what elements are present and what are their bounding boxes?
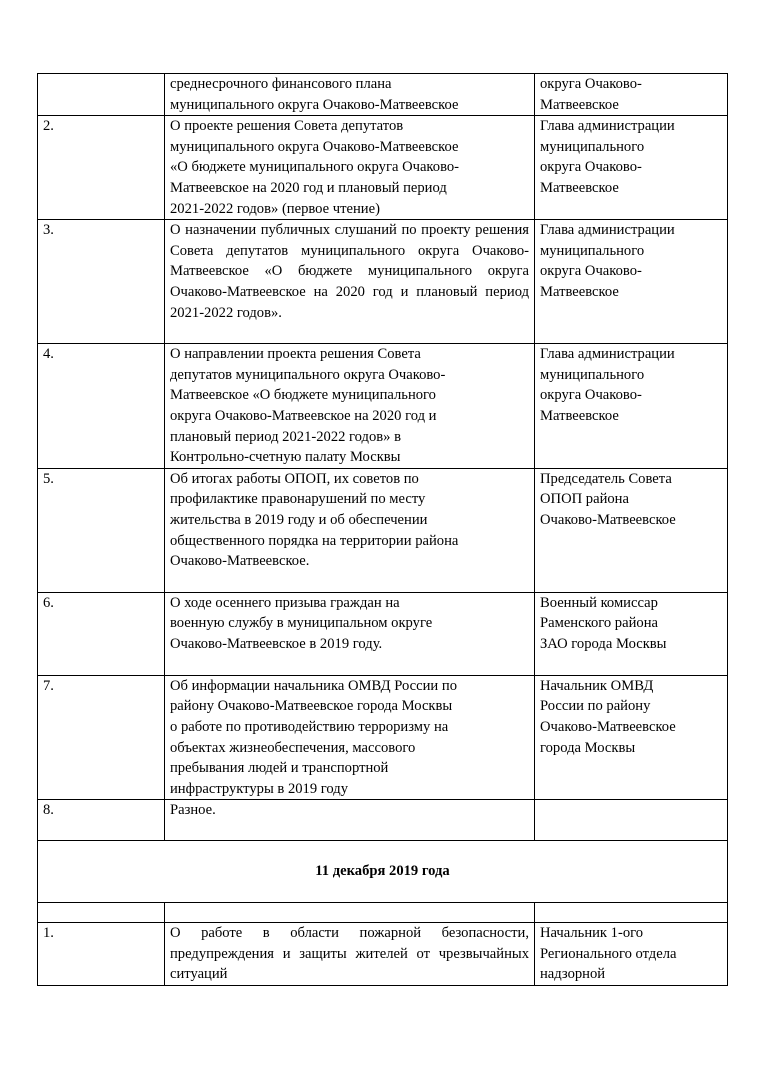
- item-responsible: Глава администрации муниципального округа Очаково- Матвеевское: [535, 116, 728, 220]
- item-topic: Об информации начальника ОМВД России по району Очаково-Матвеевское города Москвы о работе по противодействию терроризму на объектах жизнеобеспечения, массового пребывания людей и транспортной инфраструктуры в 2019 году: [165, 675, 535, 800]
- item-number: 6.: [38, 592, 165, 675]
- date-heading: 11 декабря 2019 года: [38, 841, 728, 903]
- date-heading-row: [38, 841, 728, 903]
- item-responsible: Начальник ОМВД России по району Очаково-Матвеевское города Москвы: [535, 675, 728, 800]
- item-topic: О работе в области пожарной безопасности, предупреждения и защиты жителей от чрезвычайных ситуаций: [165, 923, 535, 986]
- item-number: 8.: [38, 800, 165, 841]
- empty-cell: [535, 903, 728, 923]
- item-topic: О назначении публичных слушаний по проекту решения Совета депутатов муниципального округа Очаково-Матвеевское «О бюджете муниципального округа Очаково-Матвеевское на 2020 год и плановый период 2021-2022 годов».: [165, 220, 535, 344]
- item-number: 3.: [38, 220, 165, 344]
- item-responsible: Военный комиссар Раменского района ЗАО города Москвы: [535, 592, 728, 675]
- table-row: [38, 923, 728, 986]
- item-topic: Разное.: [165, 800, 535, 841]
- spacer-row: [38, 903, 728, 923]
- table-row: [38, 220, 728, 344]
- table-row: [38, 675, 728, 800]
- item-topic: среднесрочного финансового плана муниципального округа Очаково-Матвеевское: [165, 74, 535, 116]
- item-topic: О проекте решения Совета депутатов муниципального округа Очаково-Матвеевское «О бюджете муниципального округа Очаково- Матвеевское на 2020 год и плановый период 2021-2022 годов» (первое чтение): [165, 116, 535, 220]
- table-row: [38, 74, 728, 116]
- table-row: [38, 344, 728, 469]
- item-number: 7.: [38, 675, 165, 800]
- table-row: [38, 592, 728, 675]
- empty-cell: [165, 903, 535, 923]
- table-row: [38, 116, 728, 220]
- item-number: 2.: [38, 116, 165, 220]
- table-row: [38, 800, 728, 841]
- item-number: 5.: [38, 468, 165, 592]
- empty-cell: [38, 903, 165, 923]
- item-responsible: Председатель Совета ОПОП района Очаково-Матвеевское: [535, 468, 728, 592]
- item-topic: Об итогах работы ОПОП, их советов по профилактике правонарушений по месту жительства в 2019 году и об обеспечении общественного порядка на территории района Очаково-Матвеевское.: [165, 468, 535, 592]
- item-number: 4.: [38, 344, 165, 469]
- item-number: [38, 74, 165, 116]
- item-responsible: [535, 800, 728, 841]
- item-responsible: Глава администрации муниципального округа Очаково- Матвеевское: [535, 220, 728, 344]
- item-responsible: Глава администрации муниципального округа Очаково- Матвеевское: [535, 344, 728, 469]
- item-responsible: округа Очаково- Матвеевское: [535, 74, 728, 116]
- table-row: [38, 468, 728, 592]
- item-topic: О ходе осеннего призыва граждан на военную службу в муниципальном округе Очаково-Матвеевское в 2019 году.: [165, 592, 535, 675]
- item-topic: О направлении проекта решения Совета депутатов муниципального округа Очаково- Матвеевское «О бюджете муниципального округа Очаково-Матвеевское на 2020 год и плановый период 2021-2022 годов» в Контрольно-счетную палату Москвы: [165, 344, 535, 469]
- agenda-table: [37, 73, 728, 986]
- item-responsible: Начальник 1-ого Регионального отдела надзорной: [535, 923, 728, 986]
- item-number: 1.: [38, 923, 165, 986]
